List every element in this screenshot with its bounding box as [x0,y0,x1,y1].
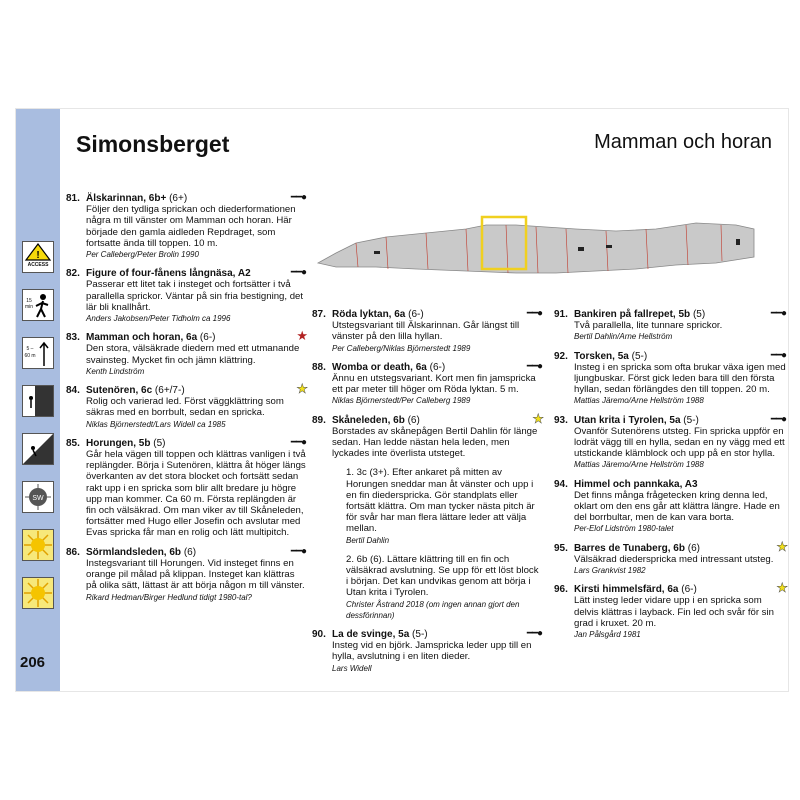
route-92: 92. Torsken, 5a (5-) ━━● Insteg i en spricka som ofta brukar växa igen med ljungbuskar. Först gick leden bara till den första hyllan, sedan förlängdes den till toppen. 20 m. Mattias Järemo/Arne Hellström 1988 [554,349,786,406]
guidebook-page [15,108,789,692]
svg-text:SW: SW [32,495,44,502]
quickdraw-icon: ━━● [290,436,306,448]
route-89: 89. Skåneleden, 6b (6) ★ Borstades av skånepågen Bertil Dahlin för länge sedan. Han ledde nästan hela leden, men lyckades inte överlista utsteget. [312,410,544,460]
route-87: 87. Röda lyktan, 6a (6-) ━━● Utstegsvariant till Älskarinnan. Går längst till vänster på den lilla hyllan. Per Calleberg/Niklas Björnerstedt 1989 [312,308,542,353]
quickdraw-icon: ━━● [526,308,542,319]
route-89-pitch-2: 2. 6b (6). Lättare klättring till en fin och välsäkrad avslutning. Se upp för ett löst block i början. Det kan undvikas genom att börja i Utan krita i Tyrolen. Christer Åstrand 2018 (om ingen annan gjort den dessförinnan) [346,553,539,620]
route-column-1 [66,193,306,611]
route-column-2 [312,309,542,682]
svg-text:!: ! [36,250,40,261]
quickdraw-icon: ━━● [290,192,306,203]
route-86: 86. Sörmlandsleden, 6b (6) ━━● Instegsvariant till Horungen. Vid insteget finns en orange pil målad på klippan. Insteget kan klättras på olika sätt, lättast är att börja någon m till vänster. Rikard Hedman/Birger Hedlund tidigt 1980-tal? [66,545,306,602]
route-84: 84. Sutenören, 6c (6+/7-) ★ Rolig och varierad led. Först väggklättring som säkras med en borrbult, sedan en spricka. Niklas Björnerstedt/Lars Widell ca 1985 [66,381,308,429]
quickdraw-icon: ━━● [770,349,786,361]
yellow-star-icon: ★ [296,381,308,397]
sector-title: Mamman och horan [594,131,772,153]
sun-icon [22,529,54,561]
route-94: 94. Himmel och pannkaka, A3 Det finns många frågetecken kring denna led, oklart om den ens går att klättra längre. Hade en del borrbultar, men de kan vara borta. Per-Elof Lidström 1980-talet [554,478,780,534]
wall-angle-icon [22,385,54,417]
sun-afternoon-icon [22,577,54,609]
route-93: 93. Utan krita i Tyrolen, 5a (5-) ━━● Ovanför Sutenörens utsteg. Fin spricka uppför en lodrät vägg till en hylla, sedan en ny vägg med ett utstickande klämblock och upp på en stor hylla. Mattias Järemo/Arne Hellström 1988 [554,413,786,470]
route-91: 91. Bankiren på fallrepet, 5b (5) ━━● Två parallella, lite tunnare sprickor. Bertil Dahlin/Arne Hellström [554,308,786,342]
quickdraw-icon: ━━● [290,545,306,557]
walk-time-icon: 15 min [22,289,54,321]
quickdraw-icon: ━━● [526,360,542,372]
quickdraw-icon: ━━● [770,308,786,319]
route-81: 81. Älskarinnan, 6b+ (6+) ━━● Följer den tydliga sprickan och diederformationen några m till vänster om Mamman och horan. Här började den gamla aidleden Repdraget, som fortsatte ända till toppen. 10 m. Per Calleberg/Peter Brolin 1990 [66,192,306,260]
route-96: 96. Kirsti himmelsfärd, 6a (6-) ★ Lätt insteg leder vidare upp i en spricka som delvis klättras i layback. Fin led och svår för sin grad i kruxet. 20 m. Jan Pålsgård 1981 [554,580,788,640]
yellow-star-icon: ★ [776,580,788,596]
route-85: 85. Horungen, 5b (5) ━━● Går hela vägen till toppen och klättras vanligen i två replängder. Börja i Sutenören, klättra åt höger längs överkanten av det stora blocket och fortsätt sedan rakt upp i en spricka som blir allt bredare ju högre upp man kommer. Ca 60 m. Första replängden är fin och välsäkrad. Om man viker av till Skåneleden, fortsätter med Hugo eller Josefin och avslutar med Evas spricka får man en rolig och lätt multipitch. [66,436,306,539]
yellow-star-icon: ★ [776,538,788,554]
route-88: 88. Womba or death, 6a (6-) ━━● Ännu en utstegsvariant. Kort men fin jamspricka ett par meter till höger om Röda lyktan. 5 m. Niklas Björnerstedt/Per Calleberg 1989 [312,360,542,406]
slab-angle-icon [22,433,54,465]
access-icon: ! ACCESS [22,241,54,273]
route-83: 83. Mamman och horan, 6a (6-) ★ Den stora, välsäkrade diedern med ett utmanande svainsteg. Mycket fin och jämn klättring. Kenth Lindström [66,328,308,376]
crag-photo [316,215,756,275]
page-number: 206 [20,654,46,671]
quickdraw-icon: ━━● [526,628,542,640]
height-icon: 5 – 60 m [22,337,54,369]
yellow-star-icon: ★ [532,410,544,426]
compass-icon [22,481,54,513]
sidebar [16,109,60,691]
crag-title: Simonsberget [76,131,230,157]
route-82: 82. Figure of four-fånens långnäsa, A2 ━━● Passerar ett litet tak i insteget och fortsätter i två parallella sprickor. Väntar på sin fria bestigning, det lär bli knallhårt. Anders Jakobsen/Peter Tidholm ca 1996 [66,267,306,324]
red-star-icon: ★ [296,328,308,344]
quickdraw-icon: ━━● [290,267,306,279]
route-89-pitch-1: 1. 3c (3+). Efter ankaret på mitten av Horungen sneddar man åt vänster och upp i en fin diederspricka. Gör standplats eller fortsätt klättra. Om man tycker nästa pitch är för svår har man flera lättare leder att välja mellan. Bertil Dahlin [346,467,535,545]
route-column-3 [554,309,786,648]
route-95: 95. Barres de Tunaberg, 6b (6) ★ Välsäkrad diederspricka med intressant utsteg. Lars Grankvist 1982 [554,538,788,576]
quickdraw-icon: ━━● [770,413,786,425]
route-90: 90. La de svinge, 5a (5-) ━━● Insteg vid en björk. Jamspricka leder upp till en hylla, avslutning i en liten dieder. Lars Widell [312,628,542,673]
